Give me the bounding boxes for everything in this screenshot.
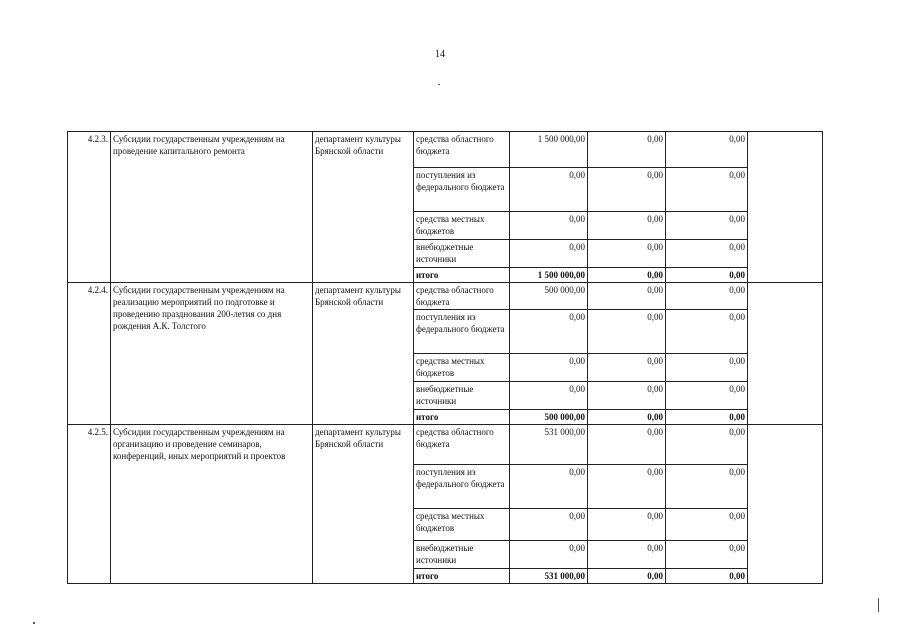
scan-speck bbox=[878, 598, 879, 612]
value-cell: 0,00 bbox=[666, 240, 748, 268]
funding-source: средства областного бюджета bbox=[414, 283, 510, 310]
value-cell: 0,00 bbox=[510, 382, 588, 410]
value-cell: 0,00 bbox=[666, 354, 748, 382]
section-title: Субсидии государственным учреждениям на организацию и проведение семинаров, конференций, иных мероприятий и проектов bbox=[111, 425, 313, 584]
section-department: департамент культуры Брянской области bbox=[313, 283, 414, 425]
total-label: итого bbox=[414, 569, 510, 584]
total-value: 0,00 bbox=[666, 569, 748, 584]
value-cell: 0,00 bbox=[666, 382, 748, 410]
total-value: 0,00 bbox=[666, 410, 748, 425]
value-cell: 0,00 bbox=[510, 509, 588, 541]
scan-speck bbox=[438, 84, 440, 85]
total-label: итого bbox=[414, 410, 510, 425]
section-department: департамент культуры Брянской области bbox=[313, 132, 414, 283]
value-cell: 0,00 bbox=[588, 283, 666, 310]
value-cell: 0,00 bbox=[588, 168, 666, 212]
funding-source: средства местных бюджетов bbox=[414, 509, 510, 541]
value-cell: 0,00 bbox=[588, 212, 666, 240]
value-cell: 0,00 bbox=[666, 310, 748, 354]
table-row bbox=[68, 283, 823, 310]
total-value: 1 500 000,00 bbox=[510, 268, 588, 283]
total-value: 0,00 bbox=[588, 410, 666, 425]
section-code: 4.2.3. bbox=[68, 132, 111, 283]
value-cell: 1 500 000,00 bbox=[510, 132, 588, 168]
value-cell: 0,00 bbox=[588, 240, 666, 268]
value-cell: 0,00 bbox=[666, 283, 748, 310]
funding-source: поступления из федерального бюджета bbox=[414, 310, 510, 354]
value-cell: 0,00 bbox=[510, 168, 588, 212]
total-value: 0,00 bbox=[588, 268, 666, 283]
total-value: 0,00 bbox=[588, 569, 666, 584]
page-number: 14 bbox=[435, 49, 445, 60]
empty-cell bbox=[748, 283, 823, 425]
value-cell: 0,00 bbox=[510, 541, 588, 569]
table-row bbox=[68, 132, 823, 168]
value-cell: 0,00 bbox=[588, 310, 666, 354]
value-cell: 0,00 bbox=[510, 310, 588, 354]
table-row bbox=[68, 425, 823, 465]
funding-source: внебюджетные источники bbox=[414, 240, 510, 268]
value-cell: 0,00 bbox=[666, 132, 748, 168]
total-label: итого bbox=[414, 268, 510, 283]
funding-source: поступления из федерального бюджета bbox=[414, 168, 510, 212]
total-value: 500 000,00 bbox=[510, 410, 588, 425]
value-cell: 500 000,00 bbox=[510, 283, 588, 310]
value-cell: 0,00 bbox=[510, 212, 588, 240]
value-cell: 531 000,00 bbox=[510, 425, 588, 465]
funding-source: средства местных бюджетов bbox=[414, 212, 510, 240]
funding-source: средства областного бюджета bbox=[414, 132, 510, 168]
value-cell: 0,00 bbox=[666, 212, 748, 240]
empty-cell bbox=[748, 425, 823, 584]
value-cell: 0,00 bbox=[588, 132, 666, 168]
value-cell: 0,00 bbox=[510, 465, 588, 509]
value-cell: 0,00 bbox=[666, 168, 748, 212]
funding-source: средства областного бюджета bbox=[414, 425, 510, 465]
value-cell: 0,00 bbox=[588, 509, 666, 541]
value-cell: 0,00 bbox=[588, 425, 666, 465]
budget-table bbox=[67, 131, 823, 584]
total-value: 0,00 bbox=[666, 268, 748, 283]
total-value: 531 000,00 bbox=[510, 569, 588, 584]
section-title: Субсидии государственным учреждениям на проведение капитального ремонта bbox=[111, 132, 313, 283]
value-cell: 0,00 bbox=[666, 425, 748, 465]
funding-source: внебюджетные источники bbox=[414, 541, 510, 569]
section-code: 4.2.5. bbox=[68, 425, 111, 584]
value-cell: 0,00 bbox=[510, 354, 588, 382]
value-cell: 0,00 bbox=[510, 240, 588, 268]
value-cell: 0,00 bbox=[666, 541, 748, 569]
funding-source: поступления из федерального бюджета bbox=[414, 465, 510, 509]
value-cell: 0,00 bbox=[666, 465, 748, 509]
section-title: Субсидии государственным учреждениям на реализацию мероприятий по подготовке и проведению празднования 200-летия со дня рождения А.К. Толстого bbox=[111, 283, 313, 425]
value-cell: 0,00 bbox=[588, 382, 666, 410]
section-code: 4.2.4. bbox=[68, 283, 111, 425]
empty-cell bbox=[748, 132, 823, 283]
scan-speck bbox=[33, 622, 35, 624]
value-cell: 0,00 bbox=[588, 354, 666, 382]
value-cell: 0,00 bbox=[588, 465, 666, 509]
funding-source: внебюджетные источники bbox=[414, 382, 510, 410]
section-department: департамент культуры Брянской области bbox=[313, 425, 414, 584]
value-cell: 0,00 bbox=[588, 541, 666, 569]
value-cell: 0,00 bbox=[666, 509, 748, 541]
funding-source: средства местных бюджетов bbox=[414, 354, 510, 382]
